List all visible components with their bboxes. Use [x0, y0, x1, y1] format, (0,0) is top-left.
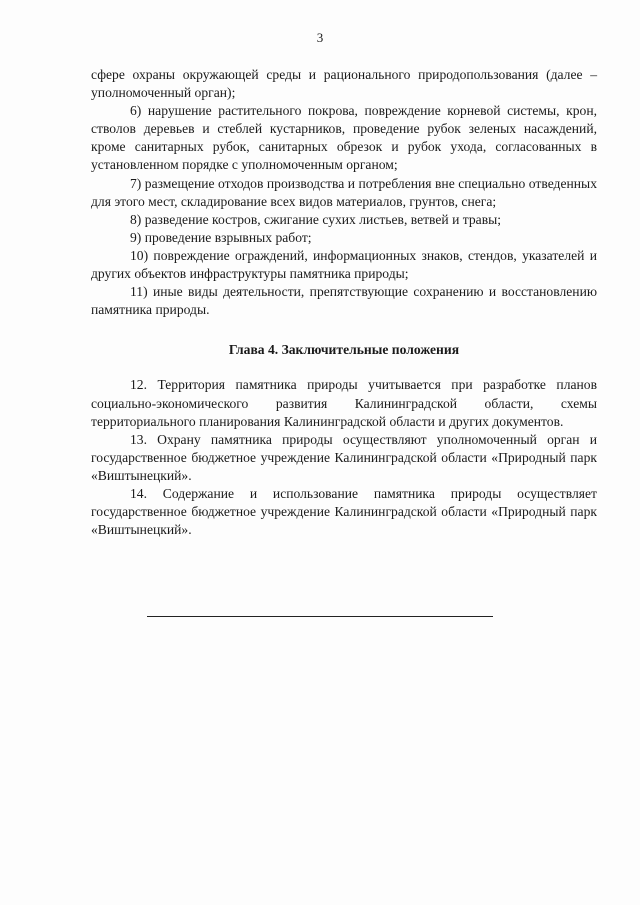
paragraph-item-7: 7) размещение отходов производства и потребления вне специально отведенных для этого мест, складирование всех видов материалов, грунтов, снега; [91, 175, 597, 209]
closing-divider-line [147, 616, 493, 617]
paragraph-item-6: 6) нарушение растительного покрова, повреждение корневой системы, крон, стволов деревьев и стеблей кустарников, проведение рубок зеленых насаждений, кроме санитарных рубок, санитарных обрезок и рубок ухода, согласованных в установленном порядке с уполномоченным органом; [91, 103, 597, 173]
chapter-heading: Глава 4. Заключительные положения [228, 342, 460, 358]
paragraph-item-14: 14. Содержание и использование памятника природы осуществляет государственное бюджетное учреждение Калининградской области «Природный парк «Виштынецкий». [91, 485, 597, 538]
paragraph-item-9: 9) проведение взрывных работ; [130, 229, 312, 245]
paragraph-item-8: 8) разведение костров, сжигание сухих листьев, ветвей и травы; [130, 211, 502, 227]
paragraph-item-11: 11) иные виды деятельности, препятствующие сохранению и восстановлению памятника природы. [91, 284, 597, 318]
page-number: 3 [316, 30, 324, 45]
document-body [91, 66, 597, 539]
paragraph-item-12: 12. Территория памятника природы учитывается при разработке планов социально-экономического развития Калининградской области, схемы территориального планирования Калининградской области и других документов. [91, 377, 597, 429]
paragraph-continuation: сфере охраны окружающей среды и рационального природопользования (далее – уполномоченный орган); [91, 67, 597, 101]
paragraph-item-10: 10) повреждение ограждений, информационных знаков, стендов, указателей и других объектов инфраструктуры памятника природы; [91, 247, 597, 282]
paragraph-item-13: 13. Охрану памятника природы осуществляют уполномоченный орган и государственное бюджетное учреждение Калининградской области «Природный парк «Виштынецкий». [91, 431, 597, 483]
